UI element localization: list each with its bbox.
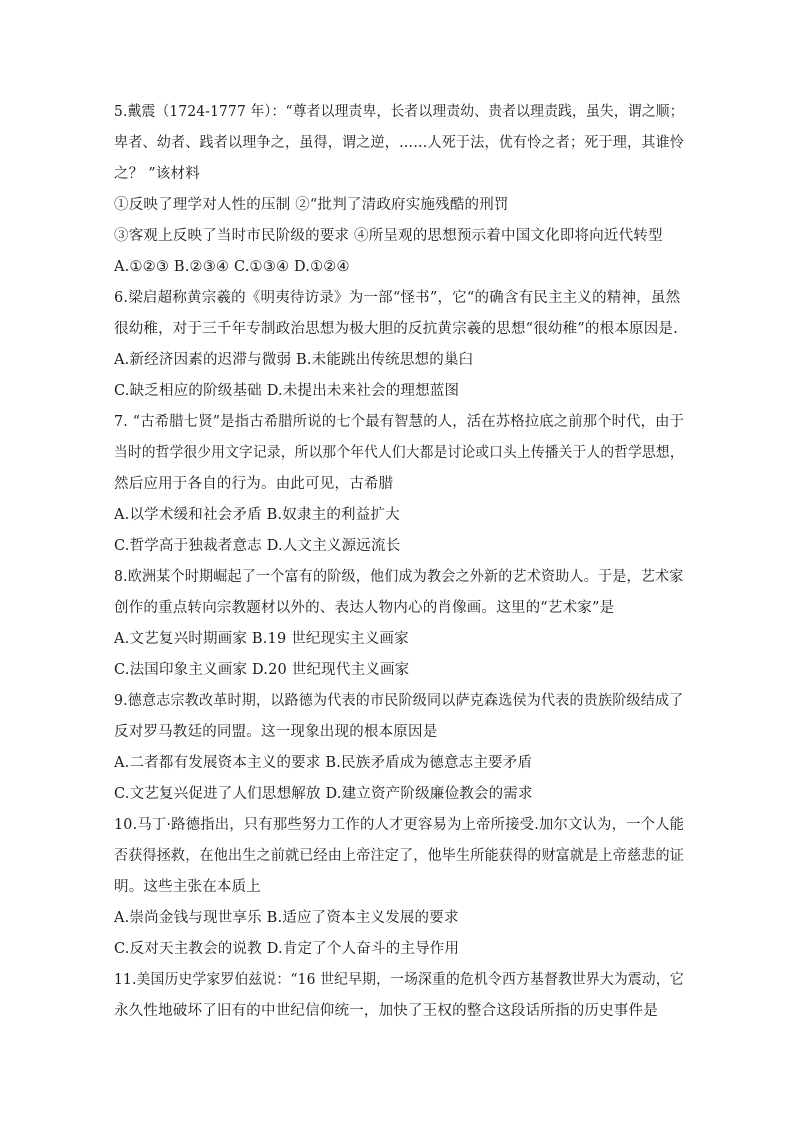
- q5-line2: 卑者、幼者、践者以理争之，虽得，谓之逆，……人死于法，优有怜之者；死于理，其谁怜: [114, 135, 684, 151]
- q11-line2: 永久性地破坏了旧有的中世纪信仰统一，加快了王权的整合这段话所指的历史事件是: [114, 1003, 658, 1019]
- q5-line1: 5.戴震（1724-1777 年）：“尊者以理责卑，长者以理责幼、贵者以理责践，虽失，谓之顺；: [114, 104, 684, 120]
- q7-line1: 7. “古希腊七贤”是指古希腊所说的七个最有智慧的人，活在苏格拉底之前那个时代，由于: [114, 414, 685, 430]
- q7-options-1: A.以学术缓和社会矛盾 B.奴隶主的利益扩大: [114, 507, 400, 523]
- q10-line3: 明。这些主张在本质上: [114, 879, 261, 895]
- q6-line2: 很幼稚，对于三千年专制政治思想为极大胆的反抗黄宗羲的思想“很幼稚”的根本原因是.: [114, 321, 678, 337]
- q9-options-1: A.二者都有发展资本主义的要求 B.民族矛盾成为德意志主要矛盾: [114, 755, 533, 771]
- q8-options-2: C.法国印象主义画家 D.20 世纪现代主义画家: [114, 662, 410, 678]
- q10-line2: 否获得拯救，在他出生之前就已经由上帝注定了，他毕生所能获得的财富就是上帝慈悲的证: [114, 848, 684, 864]
- q6-options-1: A.新经济因素的迟滞与微弱 B.未能跳出传统思想的巢臼: [114, 352, 474, 368]
- q8-line1: 8.欧洲某个时期崛起了一个富有的阶级，他们成为教会之外新的艺术资助人。于是，艺术家: [114, 569, 684, 585]
- q5-options-1: ①反映了理学对人性的压制 ②“批判了清政府实施残酷的刑罚: [114, 197, 509, 213]
- q9-line2: 反对罗马教廷的同盟。这一现象出现的根本原因是: [114, 724, 438, 740]
- q8-line2: 创作的重点转向宗教题材以外的、表达人物内心的肖像画。这里的“艺术家”是: [114, 600, 615, 616]
- q9-options-2: C.文艺复兴促进了人们思想解放 D.建立资产阶级廉俭教会的需求: [114, 786, 533, 802]
- q10-options-2: C.反对天主教会的说教 D.肯定了个人奋斗的主导作用: [114, 941, 460, 957]
- q7-line2: 当时的哲学很少用文字记录，所以那个年代人们大都是讨论或口头上传播关于人的哲学思想，: [114, 445, 684, 461]
- q10-options-1: A.崇尚金钱与现世享乐 B.适应了资本主义发展的要求: [114, 910, 459, 926]
- q6-options-2: C.缺乏相应的阶级基础 D.未提出未来社会的理想蓝图: [114, 383, 460, 399]
- q5-options-2: ③客观上反映了当时市民阶级的要求 ④所呈观的思想预示着中国文化即将向近代转型: [114, 228, 663, 244]
- q9-line1: 9.德意志宗教改革时期，以路德为代表的市民阶级同以萨克森选侯为代表的贵族阶级结成了: [114, 693, 684, 709]
- q6-line1: 6.梁启超称黄宗羲的《明夷待访录》为一部“怪书”，它“的确含有民主主义的精神，虽然: [114, 290, 681, 306]
- q8-options-1: A.文艺复兴时期画家 B.19 世纪现实主义画家: [114, 631, 409, 647]
- q10-line1: 10.马丁·路德指出，只有那些努力工作的人才更容易为上帝所接受.加尔文认为，一个人能: [114, 817, 685, 833]
- q5-line3: 之？ ”该材料: [114, 166, 200, 182]
- q7-options-2: C.哲学高于独裁者意志 D.人文主义源远流长: [114, 538, 401, 554]
- q5-answers: A.①②③ B.②③④ C.①③④ D.①②④: [114, 259, 350, 275]
- q7-line3: 然后应用于各自的行为。由此可见，古希腊: [114, 476, 394, 492]
- q11-line1: 11.美国历史学家罗伯兹说：“16 世纪早期，一场深重的危机令西方基督教世界大为震动，它: [114, 972, 684, 988]
